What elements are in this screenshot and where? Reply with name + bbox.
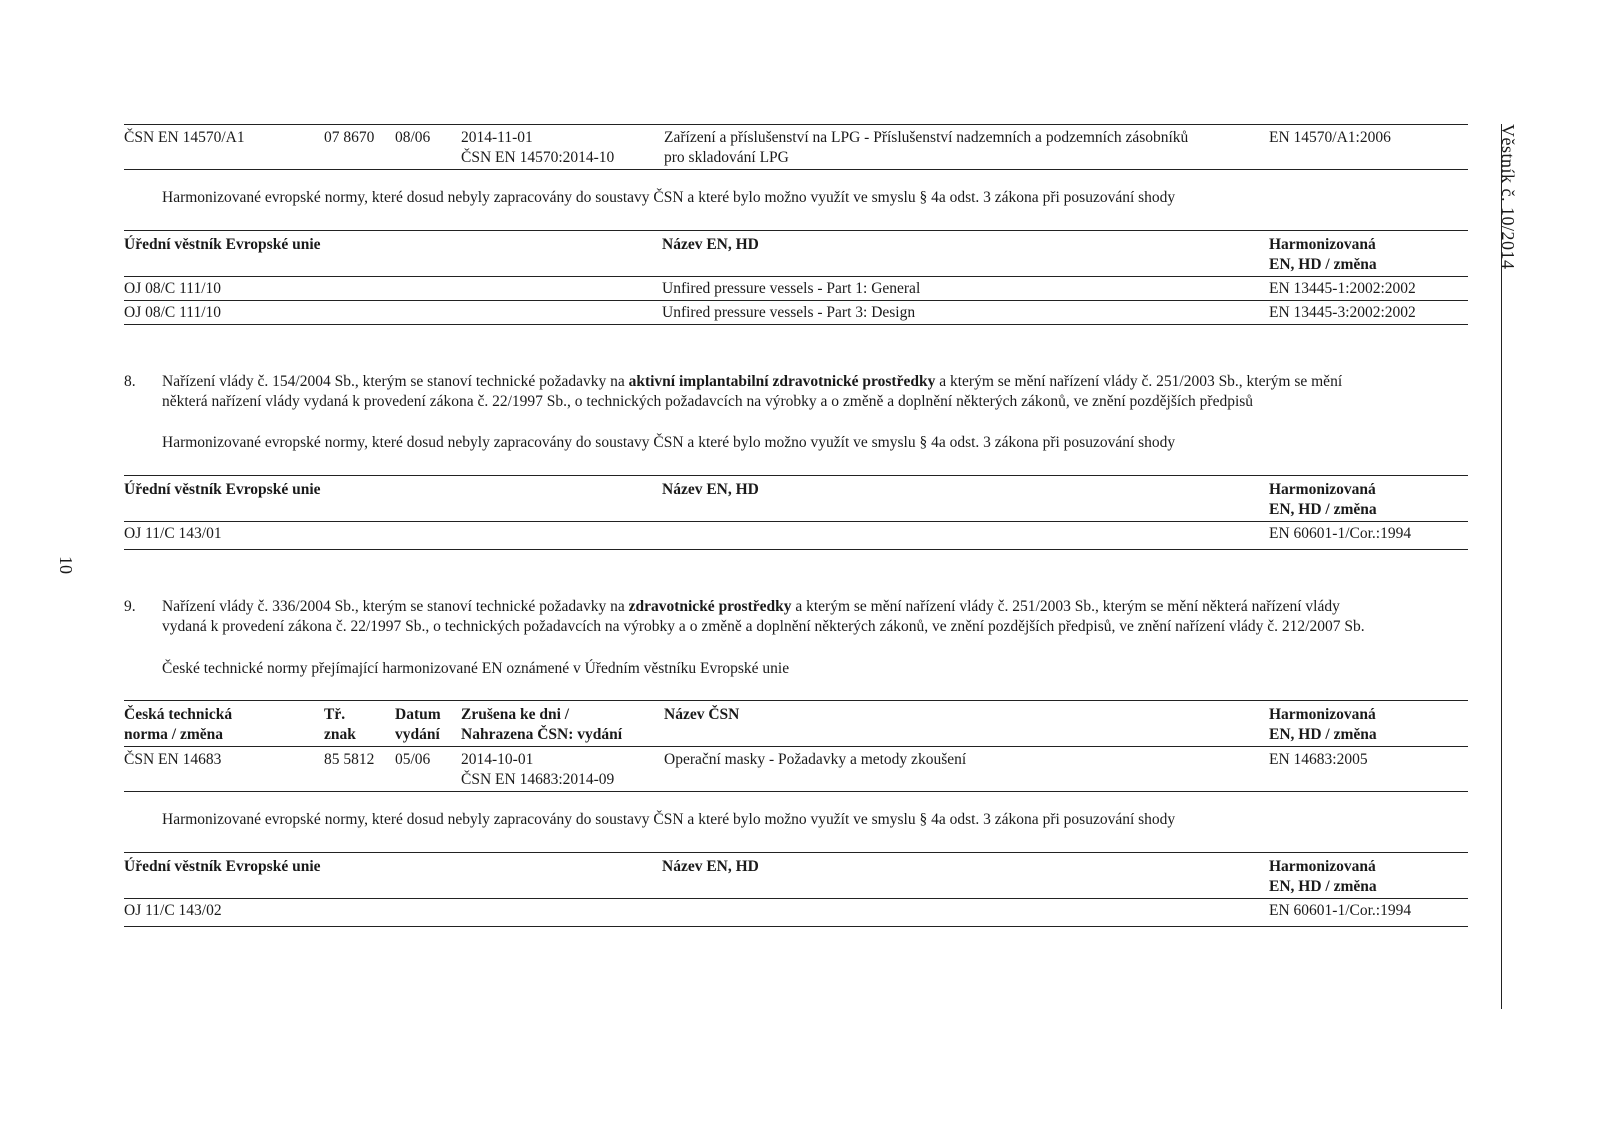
table-header: Úřední věstník Evropské unie Název EN, HD Harmonizovaná EN, HD / změna: [124, 481, 1377, 518]
table-row: OJ 08/C 111/10 Unfired pressure vessels - Part 3: Design EN 13445-3:2002:2002: [124, 304, 1416, 321]
bulletin-label: Věstník č. 10/2014: [1498, 124, 1518, 270]
table-header-rule: [124, 898, 1468, 899]
cell-vydani: 08/06: [395, 129, 431, 146]
table-top-rule: [124, 852, 1468, 853]
section-9-text-line1: Nařízení vlády č. 336/2004 Sb., kterým se stanoví technické požadavky na zdravotnické prostředky a kterým se mění nařízení vlády č. 251/2003 Sb., kterým se mění některá nařízení vlády: [162, 598, 1340, 615]
table-row: [124, 128, 1468, 168]
table-row: OJ 11/C 143/02 EN 60601-1/Cor.:1994: [124, 902, 1412, 919]
section-number: 9.: [124, 598, 136, 615]
section-8-text-line1: Nařízení vlády č. 154/2004 Sb., kterým se stanoví technické požadavky na aktivní implantabilní zdravotnické prostředky a kterým se mění nařízení vlády č. 251/2003 Sb., kterým se mění: [162, 373, 1343, 390]
table-header-rule: [124, 276, 1468, 277]
table-bottom-rule: [124, 926, 1468, 927]
table-header-rule: [124, 521, 1468, 522]
cell-zrusena: 2014-11-01 ČSN EN 14570:2014-10: [461, 129, 615, 166]
harmonized-note: Harmonizované evropské normy, které dosud nebyly zapracovány do soustavy ČSN a které bylo možno využít ve smyslu § 4a odst. 3 zákona při posuzování shody: [162, 811, 1176, 828]
harmonized-note: Harmonizované evropské normy, které dosud nebyly zapracovány do soustavy ČSN a které bylo možno využít ve smyslu § 4a odst. 3 zákona při posuzování shody: [162, 189, 1176, 206]
section-8-text-line2: některá nařízení vlády vydaná k provedení zákona č. 22/1997 Sb., o technických požadavcích na výrobky a o změně a doplnění některých zákonů, ve znění pozdějších předpisů: [162, 393, 1254, 410]
csn-note: České technické normy přejímající harmonizované EN oznámené v Úředním věstníku Evropské unie: [162, 660, 790, 677]
table-row: OJ 08/C 111/10 Unfired pressure vessels - Part 1: General EN 13445-1:2002:2002: [124, 280, 1416, 297]
table-bottom-rule: [124, 549, 1468, 550]
section-9-text-line2: vydaná k provedení zákona č. 22/1997 Sb., o technických požadavcích na výrobky a o změně a doplnění některých zákonů, ve znění pozdějších předpisů, ve znění nařízení vlády č. 212/2007 Sb.: [162, 618, 1365, 635]
cell-en: EN 14570/A1:2006: [1269, 129, 1391, 146]
section-number: 8.: [124, 373, 136, 390]
table-bottom-rule: [124, 791, 1468, 792]
table-top-rule: [124, 230, 1468, 231]
table-header-rule: [124, 746, 1468, 747]
table-top-rule: [124, 475, 1468, 476]
table-bottom-rule: [124, 169, 1468, 170]
cell-norm: ČSN EN 14570/A1: [124, 129, 245, 146]
table-bottom-rule: [124, 324, 1468, 325]
table-header: Úřední věstník Evropské unie Název EN, HD Harmonizovaná EN, HD / změna: [124, 858, 1377, 895]
table-header: Česká technická norma / změna Tř. znak Datum vydání Zrušena ke dni / Nahrazena ČSN: vydání Název ČSN Harmonizovaná EN, HD / změna: [124, 706, 1377, 743]
harmonized-note: Harmonizované evropské normy, které dosud nebyly zapracovány do soustavy ČSN a které bylo možno využít ve smyslu § 4a odst. 3 zákona při posuzování shody: [162, 434, 1176, 451]
table-top-rule: [124, 700, 1468, 701]
cell-nazev: Zařízení a příslušenství na LPG - Příslušenství nadzemních a podzemních zásobníků pro skladování LPG: [664, 129, 1189, 166]
table-row: ČSN EN 14683 85 5812 05/06 2014-10-01 ČSN EN 14683:2014-09 Operační masky - Požadavky a metody zkoušení EN 14683:2005: [124, 751, 1368, 788]
table-row-rule: [124, 300, 1468, 301]
page-number: 10: [56, 556, 76, 574]
cell-znak: 07 8670: [324, 129, 375, 146]
table-top-rule: [124, 124, 1468, 125]
table-header: Úřední věstník Evropské unie Název EN, HD Harmonizovaná EN, HD / změna: [124, 236, 1377, 273]
table-row: OJ 11/C 143/01 EN 60601-1/Cor.:1994: [124, 525, 1412, 542]
